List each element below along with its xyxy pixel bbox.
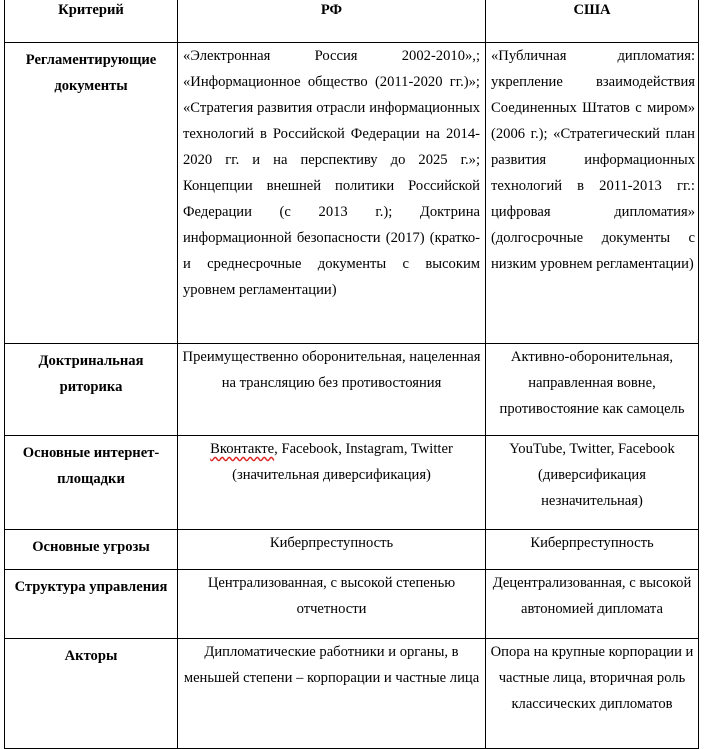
header-criterion: Критерий [5, 0, 178, 43]
usa-text: «Публичная дипломатия: укрепление взаимодействия Соединенных Штатов с миром» (2006 г.); «Стратегический план развития информационных технологий в 2011-2013 гг.: цифровая дипломатия» (долгосрочные документы с низким уровнем регламентации) [491, 48, 695, 272]
criterion-cell: Регламентирующие документы [5, 43, 178, 344]
usa-cell: Активно-оборонительная, направленная вовне, противостояние как самоцель [486, 344, 699, 436]
usa-cell: Децентрализованная, с высокой автономией дипломата [486, 570, 699, 639]
table-row [5, 530, 699, 570]
criterion-cell: Основные угрозы [5, 530, 178, 570]
spellcheck-word: Вконтакте [210, 441, 275, 457]
usa-cell [486, 43, 699, 344]
table-row [5, 436, 699, 530]
rf-cell: Дипломатические работники и органы, в меньшей степени – корпорации и частные лица [178, 639, 486, 749]
comparison-table [4, 0, 699, 749]
criterion-cell: Основные интернет-площадки [5, 436, 178, 530]
table-row [5, 344, 699, 436]
table-row [5, 570, 699, 639]
header-rf: РФ [178, 0, 486, 43]
table-header-row [5, 0, 699, 43]
usa-cell: Киберпреступность [486, 530, 699, 570]
table-row [5, 43, 699, 344]
rf-cell [178, 43, 486, 344]
usa-cell: YouTube, Twitter, Facebook (диверсификация незначительная) [486, 436, 699, 530]
criterion-cell: Акторы [5, 639, 178, 749]
criterion-cell: Доктринальная риторика [5, 344, 178, 436]
header-usa: США [486, 0, 699, 43]
criterion-cell: Структура управления [5, 570, 178, 639]
rf-cell: Преимущественно оборонительная, нацеленная на трансляцию без противостояния [178, 344, 486, 436]
usa-cell: Опора на крупные корпорации и частные лица, вторичная роль классических дипломатов [486, 639, 699, 749]
rf-cell [178, 436, 486, 530]
table-row [5, 639, 699, 749]
rf-cell: Киберпреступность [178, 530, 486, 570]
rf-text: «Электронная Россия 2002-2010»,; «Информационное общество (2011-2020 гг.)»; «Стратегия развития отрасли информационных технологий в Российской Федерации на 2014-2020 гг. и на перспективу до 2025 г.»; Концепции внешней политики Российской Федерации (с 2013 г.); Доктрина информационной безопасности (2017) (кратко- и среднесрочные документы с высоким уровнем регламентации) [183, 48, 480, 298]
rf-cell: Централизованная, с высокой степенью отчетности [178, 570, 486, 639]
rf-text: , Facebook, Instagram, Twitter (значительная диверсификация) [232, 441, 453, 483]
